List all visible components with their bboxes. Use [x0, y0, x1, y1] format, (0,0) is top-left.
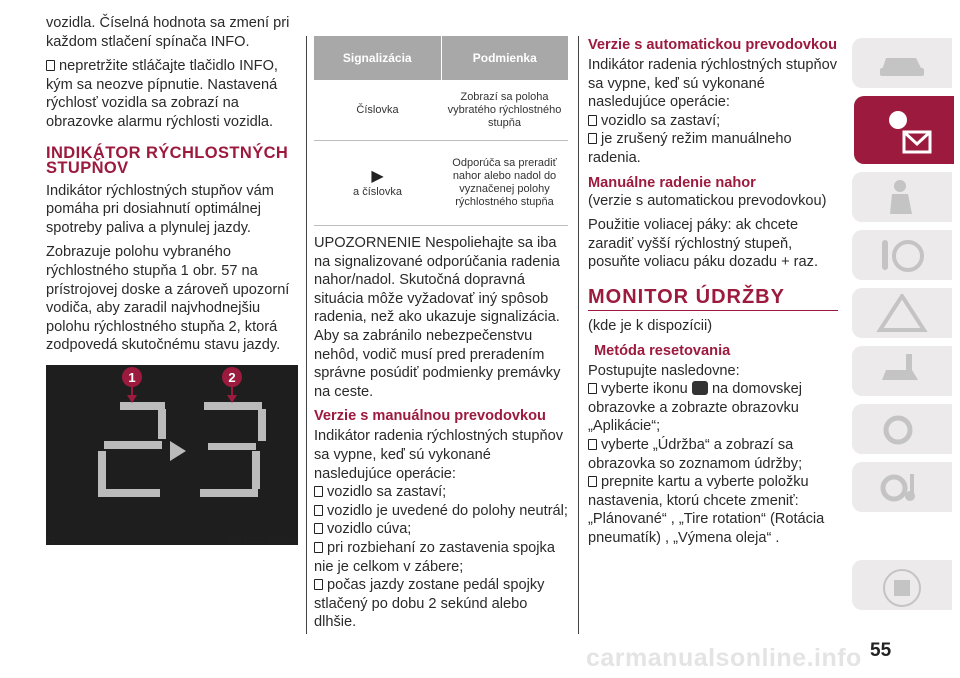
figure-caption: [46, 536, 298, 550]
section-heading-automatic: Verzie s automatickou prevodovkou: [588, 37, 837, 53]
wrench-car-icon: [876, 352, 928, 390]
warning-paragraph: UPOZORNENIE Nespoliehajte sa iba na signalizované odporúčania radenia nahor/nadol. Skutočná dopravná situácia môže vyžadovať iný spôsob radenia, než ako ukazuje signalizácia. Aby sa zabránilo nebezpečenstvu nehôd, vodič musí pred preradením správne posúdiť podmienky premávky na ceste.: [314, 235, 561, 400]
signal-table: [314, 36, 568, 226]
watermark: carmanualsonline.info: [586, 644, 862, 672]
paragraph: vozidla. Číselná hodnota sa zmení pri každom stlačení spínača INFO.: [46, 15, 290, 50]
list-item: je zrušený režim manuálneho radenia.: [588, 131, 792, 166]
column-right: [588, 14, 838, 547]
chapter-navigation: [852, 38, 952, 628]
nav-tab-car[interactable]: [852, 38, 952, 88]
column-divider: [306, 36, 307, 634]
column-middle: [314, 14, 568, 632]
steering-key-icon: [876, 236, 928, 274]
nav-tab-starting[interactable]: [852, 230, 952, 280]
warning-light-envelope-icon: [878, 102, 932, 160]
nav-tab-safety[interactable]: [852, 172, 952, 222]
nav-tab-index[interactable]: [852, 560, 952, 610]
paragraph: Indikátor radenia rýchlostných stupňov sa vypne, keď sú vykonané nasledujúce operácie:: [588, 57, 838, 111]
table-cell: Odporúča sa preradiť nahor alebo nadol do vyznačenej polohy rýchlostného stupňa: [441, 141, 568, 226]
section-heading-maintenance-monitor: MONITOR ÚDRŽBY: [588, 286, 838, 311]
segment: [98, 451, 106, 489]
checkbox-bullet-icon: [588, 133, 597, 144]
table-cell: Číslovka: [314, 80, 441, 141]
checkbox-bullet-icon: [46, 60, 55, 71]
figure-code: 05210102-12A-001: [229, 536, 298, 545]
table-row: [314, 141, 568, 226]
section-heading-reset-method: Metóda resetovania: [594, 342, 731, 359]
table-row: [314, 80, 568, 141]
checkbox-bullet-icon: [314, 579, 323, 590]
checkbox-bullet-icon: [588, 383, 597, 394]
paragraph: Indikátor radenia rýchlostných stupňov sa vypne, keď sú vykonané nasledujúce operácie:: [314, 428, 564, 482]
person-seatbelt-icon: [876, 178, 928, 216]
applications-icon: [692, 381, 708, 395]
list-item: vyberte ikonu na domovskej obrazovke a zobrazte obrazovku „Aplikácie“;: [588, 381, 802, 435]
paragraph: (verzie s automatickou prevodovkou): [588, 192, 827, 209]
list-item: vozidlo sa zastaví;: [314, 483, 568, 502]
nav-tab-multimedia[interactable]: [852, 462, 952, 512]
checkbox-bullet-icon: [588, 439, 597, 450]
segment: [104, 441, 162, 449]
table-header: Podmienka: [441, 36, 568, 80]
segment: [200, 489, 258, 497]
segment: [120, 402, 165, 410]
gear-music-icon: [876, 468, 928, 506]
list-item: vyberte „Údržba“ a zobrazí sa obrazovka so zoznamom údržby;: [588, 436, 803, 472]
callout-label-1: 1: [128, 370, 136, 385]
list-item: vozidlo je uvedené do polohy neutrál;: [314, 502, 568, 521]
list-item: prepnite kartu a vyberte položku nastavenia, ktorú chcete zmeniť: „Plánované“ , „Tire rotation“ (Rotácia pneumatík) , „Výmena oleja“ .: [588, 474, 825, 546]
car-icon: [876, 44, 928, 82]
checkbox-bullet-icon: [314, 523, 323, 534]
segment: [258, 409, 266, 441]
checkbox-bullet-icon: [314, 486, 323, 497]
nav-tab-technical[interactable]: [852, 404, 952, 454]
gear-indicator-figure: [46, 365, 298, 545]
nav-tab-maintenance[interactable]: [852, 346, 952, 396]
breakdown-triangle-icon: [876, 294, 928, 332]
segment: [252, 451, 260, 489]
paragraph: Postupujte nasledovne:: [588, 362, 740, 379]
paragraph: Zobrazuje polohu vybraného rýchlostného stupňa 1 obr. 57 na prístrojovej doske a zároveň upozorní vodiča, aby zaradil najvhodnejšiu polohu rýchlostného stupňa 2, ktorá zodpovedá skutočnému stavu jazdy.: [46, 244, 290, 354]
table-header: Signalizácia: [314, 36, 441, 80]
checkbox-bullet-icon: [314, 505, 323, 516]
wrench-car-icon: [876, 410, 928, 448]
nav-tab-warning-lights[interactable]: [854, 96, 954, 164]
table-cell: Zobrazí sa poloha vybratého rýchlostného stupňa: [441, 80, 568, 141]
triangle-arrow-icon: ▶: [371, 167, 384, 185]
list-item: pri rozbiehaní zo zastavenia spojka nie je celkom v zábere;: [314, 539, 555, 575]
segment: [98, 489, 160, 497]
list-item: počas jazdy zostane pedál spojky stlačený po dobu 2 sekúnd alebo dlhšie.: [314, 577, 545, 631]
section-heading-manual-upshift: Manuálne radenie nahor: [588, 174, 756, 191]
section-heading-gear-indicator: INDIKÁTOR RÝCHLOSTNÝCH STUPŇOV: [46, 143, 289, 177]
segment: [208, 443, 256, 450]
gear-display-illustration: [46, 365, 298, 545]
checkbox-bullet-icon: [588, 476, 597, 487]
shift-arrow-icon: [170, 441, 186, 461]
alphabet-index-icon: [876, 566, 928, 610]
paragraph: (kde je k dispozícii): [588, 317, 713, 334]
callout-label-2: 2: [228, 370, 236, 385]
checkbox-bullet-icon: [588, 115, 597, 126]
checkbox-bullet-icon: [314, 542, 323, 553]
figure-number: 57: [46, 536, 55, 545]
paragraph: Použitie voliacej páky: ak chcete zaradiť vyšší rýchlostný stupeň, posuňte voliacu páku dozadu + raz.: [588, 217, 819, 271]
segment: [158, 409, 166, 439]
table-cell: ▶ a číslovka: [314, 141, 441, 226]
nav-tab-emergency[interactable]: [852, 288, 952, 338]
paragraph: Indikátor rýchlostných stupňov vám pomáha pri dosiahnutí optimálnej spotreby paliva a plynulej jazdy.: [46, 182, 274, 236]
bullet-paragraph: nepretržite stláčajte tlačidlo INFO, kým sa neozve pípnutie. Nastavená rýchlosť vozidla sa zobrazí na obrazovke alarmu rýchlosti vozidla.: [46, 58, 278, 130]
column-left: [46, 14, 298, 361]
section-heading-manual: Verzie s manuálnou prevodovkou: [314, 408, 546, 425]
page-number: 55: [870, 640, 892, 661]
list-item: vozidlo sa zastaví;: [588, 112, 838, 131]
column-divider: [578, 36, 579, 634]
segment: [204, 402, 262, 410]
list-item: vozidlo cúva;: [314, 520, 568, 539]
